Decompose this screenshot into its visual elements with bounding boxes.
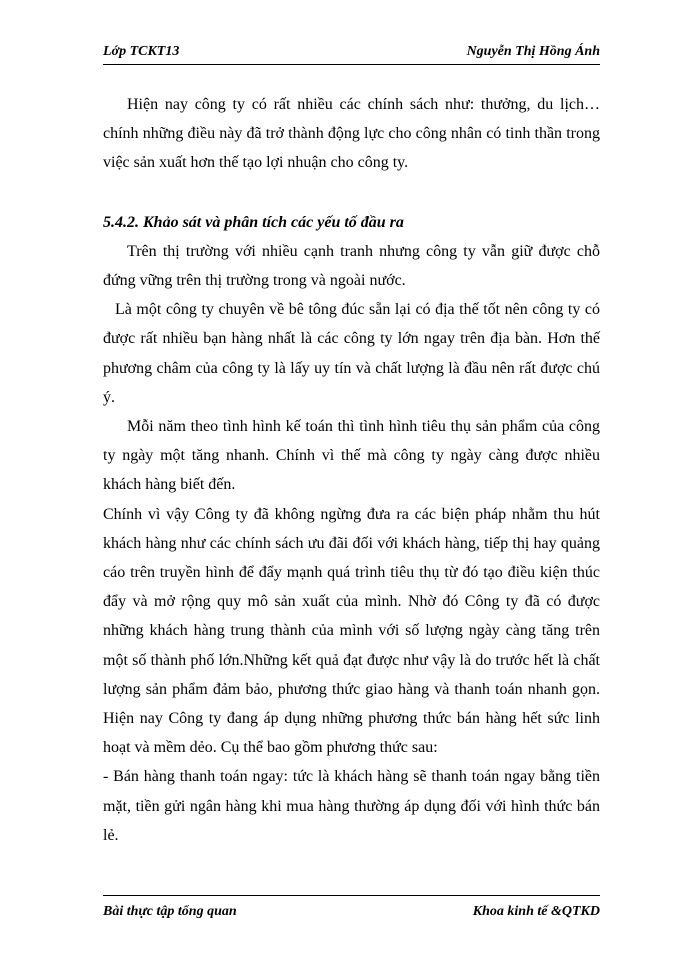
page-header	[103, 40, 600, 66]
paragraph-concrete-business: Là một công ty chuyên về bê tông đúc sẵn lại có địa thế tốt nên công ty có được rất nhiều bạn hàng nhất là các công ty lớn ngay trên địa bàn. Hơn thế phương châm của công ty là lấy uy tín và chất lượng là đầu nên rất được chú ý.	[103, 301, 600, 406]
header-class-label: Lớp TCKT13	[103, 44, 180, 59]
page-body	[103, 90, 600, 850]
page-footer	[103, 902, 600, 924]
paragraph-policies: Hiện nay công ty có rất nhiều các chính sách như: thưởng, du lịch… chính những điều này đã trở thành động lực cho công nhân có tinh thần trong việc sản xuất hơn thế tạo lợi nhuận cho công ty.	[103, 96, 600, 172]
header-divider	[103, 64, 600, 65]
footer-divider	[103, 895, 600, 896]
section-heading: 5.4.2. Khảo sát và phân tích các yếu tố đầu ra	[103, 213, 404, 231]
paragraph-market-position: Trên thị trường với nhiều cạnh tranh nhưng công ty vẫn giữ được chỗ đứng vững trên thị trường trong và ngoài nước.	[103, 242, 600, 290]
header-author-name: Nguyễn Thị Hồng Ánh	[466, 44, 600, 59]
paragraph-payment-method: - Bán hàng thanh toán ngay: tức là khách hàng sẽ thanh toán ngay bằng tiền mặt, tiền gửi ngân hàng khi mua hàng thường áp dụng đối với hình thức bán lẻ.	[103, 768, 600, 844]
footer-report-title: Bài thực tập tổng quan	[103, 904, 237, 919]
paragraph-customer-measures: Chính vì vậy Công ty đã không ngừng đưa ra các biện pháp nhằm thu hút khách hàng như các chính sách ưu đãi đối với khách hàng, tiếp thị hay quảng cáo trên truyền hình để đẩy mạnh quá trình tiêu thụ từ đó tạo điều kiện thúc đẩy và mở rộng quy mô sản xuất của mình. Nhờ đó Công ty đã có được những khách hàng trung thành của mình với số lượng ngày càng tăng trên một số thành phố lớn.Những kết quả đạt được như vậy là do trước hết là chất lượng sản phẩm đảm bảo, phương thức giao hàng và thanh toán nhanh gọn. Hiện nay Công ty đang áp dụng những phương thức bán hàng hết sức linh hoạt và mềm dẻo. Cụ thể bao gồm phương thức sau:	[103, 505, 600, 757]
footer-faculty-name: Khoa kinh tế &QTKD	[472, 904, 600, 919]
paragraph-sales-growth: Mỗi năm theo tình hình kế toán thì tình hình tiêu thụ sản phẩm của công ty ngày một tăng nhanh. Chính vì thế mà công ty ngày càng được nhiều khách hàng biết đến.	[103, 418, 600, 494]
